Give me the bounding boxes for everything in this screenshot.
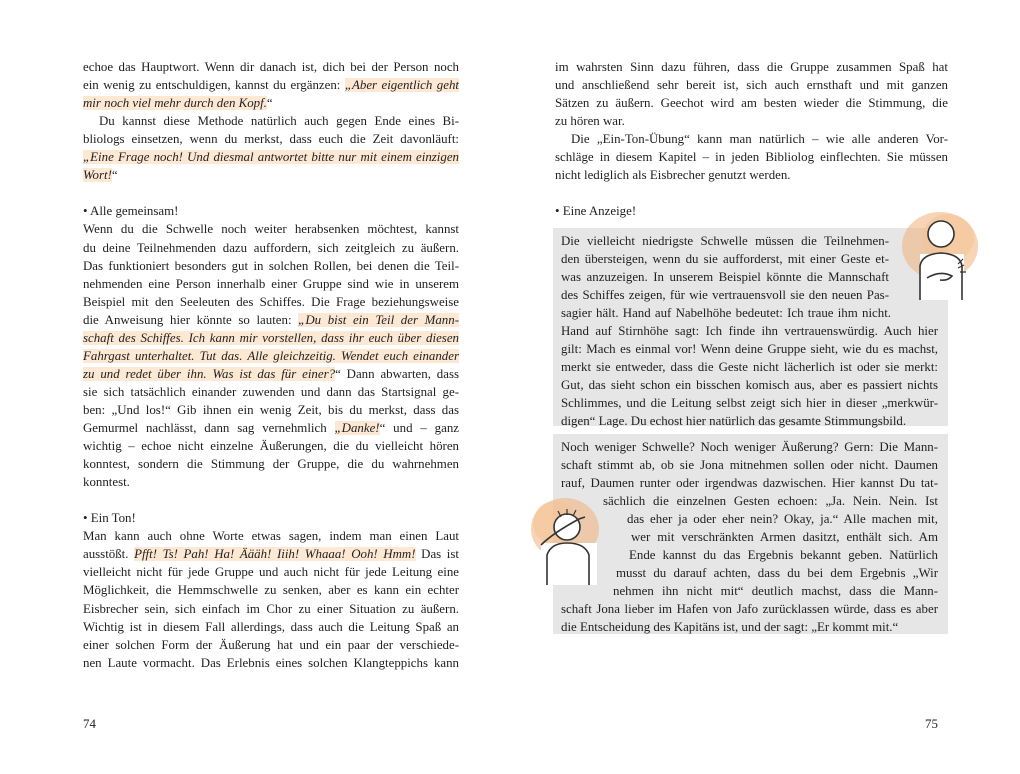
box-text-line: Schlimmes, und die Leitung selbst zeigt sich hier in dieser „merkwür- xyxy=(561,396,938,410)
person-hand-on-belly-icon xyxy=(900,208,986,300)
box-text-line: musst du darauf achten, dass du bei dem Ergebnis „Wir xyxy=(616,566,938,580)
text-span: “ xyxy=(266,96,273,111)
text-span: “ und – ganz xyxy=(379,421,459,435)
text-line xyxy=(83,545,459,563)
text-line xyxy=(83,636,459,654)
text-span: nicht lediglich als Eisbrecher genutzt werden. xyxy=(555,168,791,182)
text-line xyxy=(83,654,459,672)
text-line xyxy=(83,455,459,473)
text-span: Die „Ein-Ton-Übung“ kann man natürlich – wie alle anderen Vor- xyxy=(571,132,948,146)
text-span: konntest. xyxy=(83,475,130,490)
text-span: konntest, sondern die Stimmung der Gruppe, die du wahrnehmen xyxy=(83,457,459,472)
text-span: schläge in diesem Kapitel – in jeden Bibliolog einflechten. Sie müssen xyxy=(555,150,948,164)
text-span: “ Dann abwarten, dass xyxy=(335,366,459,381)
box-text-line: sächlich die einzelnen Gesten echoen: „Ja. Nein. Nein. Ist xyxy=(603,494,938,508)
box-text-line: Ende kannst du das Ergebnis bekannt geben. Natürlich xyxy=(629,548,938,562)
text-span: Sätzen zu äußern. Geechot wird am besten wieder die Stimmung, die xyxy=(555,96,948,110)
text-span: Gemurmel nachlässt, dann sag vernehmlich xyxy=(83,421,335,435)
text-span: sie sich tatsächlich einander zuwenden und dann das Startsignal ge- xyxy=(83,384,459,399)
highlighted-quote: Wort! xyxy=(83,168,112,183)
text-span: und anschließend sehr bereit ist, sich auch ernsthaft und mit ganzen xyxy=(555,78,948,92)
box-text-line: wer mit verschränkten Armen dasitzt, enthält sich. Am xyxy=(631,530,938,544)
box-text-line: gilt: Mach es einmal vor! Wenn deine Gruppe sieht, wie du es machst, xyxy=(561,342,938,356)
text-line xyxy=(83,130,459,148)
text-span: im wahrsten Sinn dazu führen, dass die Gruppe zusammen Spaß hat xyxy=(555,60,948,74)
text-line xyxy=(555,112,625,130)
highlighted-quote: „Eine Frage noch! Und diesmal antwortet bitte nur mit einem einzigen xyxy=(83,150,459,165)
text-line xyxy=(99,112,459,130)
text-line xyxy=(83,148,459,166)
text-span: Wenn du die Schwelle noch weiter herabsenken möchtest, kannst xyxy=(83,222,459,237)
box-text-line: Die vielleicht niedrigste Schwelle müssen die Teilnehmen- xyxy=(561,234,889,248)
text-span: • Ein Ton! xyxy=(83,511,136,526)
text-span: Das funktioniert besonders gut in solchen Rollen, bei denen die Teil- xyxy=(83,258,459,273)
text-span: “ xyxy=(111,168,118,183)
text-line xyxy=(83,509,136,527)
highlighted-quote: „Aber eigentlich geht xyxy=(344,78,459,93)
text-span: einer solchen Form der Äußerung hat und ein paar der verschiede- xyxy=(83,637,459,652)
person-saluting-icon xyxy=(527,493,609,585)
text-line xyxy=(83,600,459,618)
text-line xyxy=(571,130,948,148)
text-span: Beispiel mit den Seeleuten des Schiffes. Die Frage beziehungsweise xyxy=(83,294,459,309)
text-line xyxy=(83,437,459,455)
text-span: nehmenden eine Person innerhalb einer Gruppe sind wie in unserem xyxy=(83,276,459,291)
text-span: Eisbrecher sein, sich einfach im Chor zu einer Situation zu äußern. xyxy=(83,601,459,616)
text-line xyxy=(83,563,459,581)
box-text-line: den übersteigen, wenn du sie aufforderst, mit einer Geste et- xyxy=(561,252,889,266)
box-text-line: merkt sie entweder, dass die Geste nicht lächerlich ist oder sie merkt: xyxy=(561,360,938,374)
text-span: ben: „Und los!“ Gib ihnen ein wenig Zeit, bis du merkst, dass das xyxy=(83,402,459,417)
highlighted-quote: „Du bist ein Teil der Mann- xyxy=(298,312,459,327)
text-line xyxy=(83,94,273,112)
text-span: die Anweisung hier könnte so lauten: xyxy=(83,312,299,327)
info-box-gesture xyxy=(553,228,948,426)
box-text-line: die Entscheidung des Kapitäns ist, und der sagt: „Er kommt mit.“ xyxy=(561,620,899,634)
text-line xyxy=(83,166,118,184)
box-text-line: digen“ Lage. Du echost hier natürlich das gesamte Stimmungsbild. xyxy=(561,414,907,428)
text-line xyxy=(83,329,459,347)
text-span: vielleicht nicht für jede Gruppe und auch nicht für jede Leitung eine xyxy=(83,565,459,580)
text-line xyxy=(83,401,459,419)
text-line xyxy=(83,311,459,329)
text-line xyxy=(83,419,459,437)
text-span: bliologs einsetzen, wenn du merkst, dass euch die Zeit davonläuft: xyxy=(83,132,459,147)
text-span: • Eine Anzeige! xyxy=(555,204,637,218)
text-line xyxy=(83,293,459,311)
box-text-line: schaft stimmt ab, ob sie Jona mitnehmen sollen oder nicht. Daumen xyxy=(561,458,938,472)
box-text-line: des Schiffes zeigen, für wie vertrauensvoll sie den neuen Pas- xyxy=(561,288,889,302)
box-text-line: schaft Jona lieber im Hafen von Jafo zurücklassen würde, dass es aber xyxy=(561,602,938,616)
text-span: Das ist xyxy=(415,547,459,562)
text-line xyxy=(555,58,948,76)
highlighted-quote: „Danke! xyxy=(334,421,380,435)
highlighted-quote: schaft des Schiffes. Ich kann mir vorstellen, dass ihr euch über diesen xyxy=(83,330,459,345)
text-line xyxy=(83,365,459,383)
text-line xyxy=(83,202,178,220)
text-line xyxy=(83,257,459,275)
text-line xyxy=(83,581,459,599)
text-line xyxy=(83,239,459,257)
text-span: wichtig – echoe nicht einzelne Äußerungen, die du vielleicht hören xyxy=(83,439,459,454)
box-text-line: Noch weniger Schwelle? Noch weniger Äußerung? Gern: Die Mann- xyxy=(561,440,938,454)
text-line xyxy=(83,383,459,401)
info-box-vote xyxy=(553,434,948,634)
highlighted-quote: mir noch viel mehr durch den Kopf. xyxy=(83,96,267,111)
text-span: Wichtig ist in diesem Fall allerdings, dass auch die Leitung Spaß an xyxy=(83,619,459,634)
text-line xyxy=(555,166,791,184)
text-line xyxy=(83,473,130,491)
highlighted-quote: zu und redet über ihn. Was ist das für einer? xyxy=(83,366,336,381)
text-span: Man kann auch ohne Worte etwas sagen, indem man einen Laut xyxy=(83,529,459,544)
text-line xyxy=(83,347,459,365)
box-text-line: Gut, das sieht schon ein bisschen komisch aus, aber es passiert nichts xyxy=(561,378,938,392)
text-line xyxy=(83,527,459,545)
box-text-line: was anzuzeigen. In unserem Beispiel könnte die Mannschaft xyxy=(561,270,889,284)
text-span: zu hören war. xyxy=(555,114,625,128)
text-span: du deine Teilnehmenden dazu auffordern, sich zeitgleich zu äußern. xyxy=(83,240,459,255)
text-span: ein wenig zu entschuldigen, kannst du ergänzen: xyxy=(83,78,345,93)
text-span: nen Laute vormacht. Das Erlebnis eines solchen Klangteppichs kann xyxy=(83,655,459,670)
text-line xyxy=(83,58,459,76)
text-line xyxy=(555,76,948,94)
text-line xyxy=(555,202,636,220)
text-span: echoe das Hauptwort. Wenn dir danach ist, dich bei der Person noch xyxy=(83,60,459,74)
text-span: ausstößt. xyxy=(83,547,135,562)
text-line xyxy=(83,220,459,238)
text-span: • Alle gemeinsam! xyxy=(83,204,179,219)
page-number-left: 74 xyxy=(83,717,96,731)
box-text-line: das eher ja oder eher nein? Okay, ja.“ Alle machen mit, xyxy=(627,512,938,526)
highlighted-quote: Pfft! Ts! Pah! Ha! Äääh! Iiih! Whaaa! Ooh! Hmm! xyxy=(134,547,416,562)
text-span: Du kannst diese Methode natürlich auch gegen Ende eines Bi- xyxy=(99,114,459,129)
text-line xyxy=(555,148,948,166)
box-text-line: rauf, Daumen runter oder irgendwas dazwischen. Hier kannst Du tat- xyxy=(561,476,938,490)
highlighted-quote: Fahrgast unterhaltet. Tut das. Alle gleichzeitig. Wendet euch einander xyxy=(83,348,459,363)
box-text-line: Hand auf Stirnhöhe sagt: Ich finde ihn vertrauenswürdig. Auch hier xyxy=(561,324,938,338)
box-text-line: sagier hält. Hand auf Nabelhöhe bedeutet: Ich traue ihm nicht. xyxy=(561,306,891,320)
box-text-line: nehmen ihn nicht mit“ deutlich machst, dass die Mann- xyxy=(613,584,938,598)
text-line xyxy=(83,76,459,94)
text-line xyxy=(555,94,948,112)
text-span: Möglichkeit, die Hemmschwelle zu senken, aber es kann ein echter xyxy=(83,583,459,598)
page-number-right: 75 xyxy=(925,717,938,731)
text-line xyxy=(83,618,459,636)
text-line xyxy=(83,275,459,293)
